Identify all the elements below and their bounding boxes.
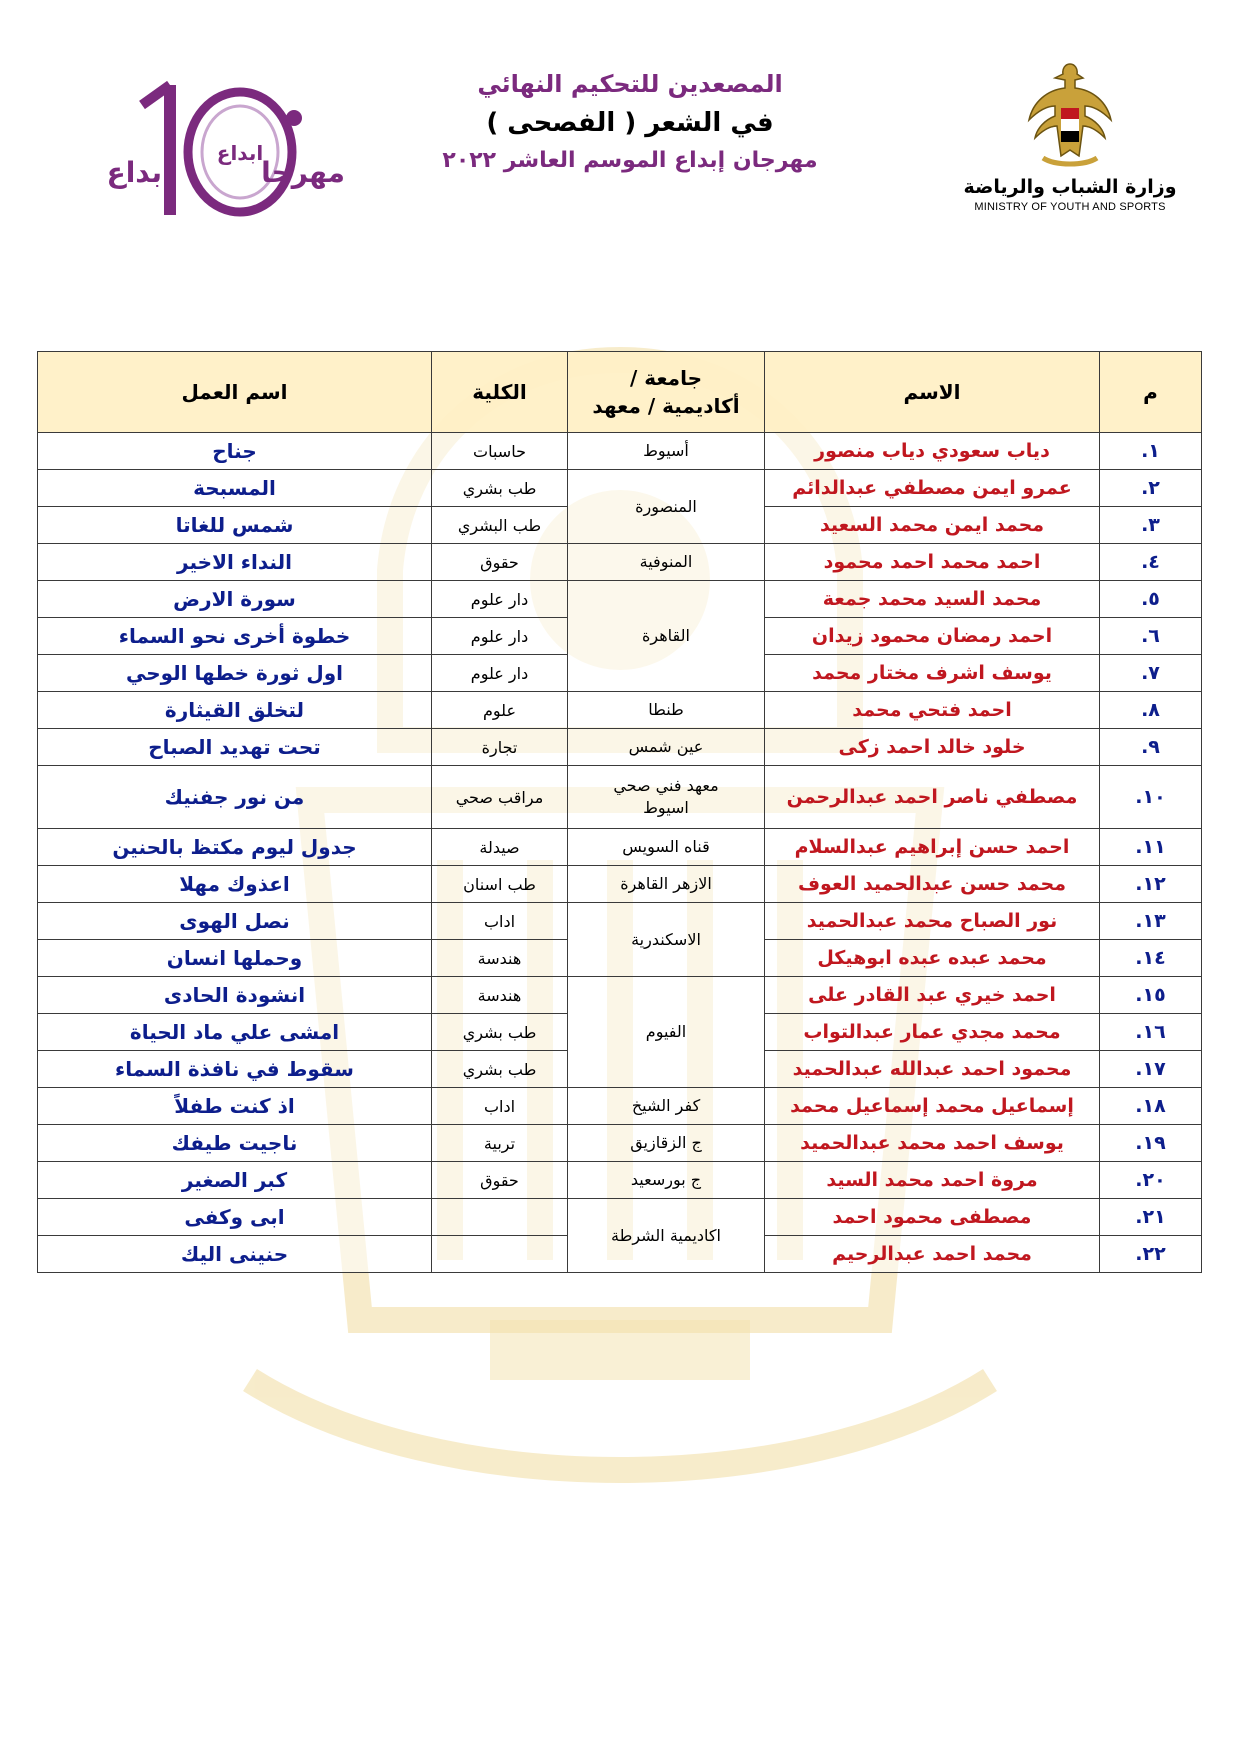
row-number: ١٨. [1100, 1088, 1202, 1125]
contestant-name: احمد رمضان محمود زيدان [765, 618, 1100, 655]
contestant-name: مروة احمد محمد السيد [765, 1162, 1100, 1199]
contestant-name: احمد خيري عبد القادر على [765, 977, 1100, 1014]
table-row [38, 1162, 1202, 1199]
university-cell: الازهر القاهرة [568, 866, 765, 903]
university-cell [568, 766, 765, 829]
logo-word-ibdaa: بداع [106, 156, 162, 189]
contestant-name: محمد احمد عبدالرحيم [765, 1236, 1100, 1273]
row-number: ١٥. [1100, 977, 1202, 1014]
row-number: ١٤. [1100, 940, 1202, 977]
contestant-name: احمد فتحي محمد [765, 692, 1100, 729]
university-cell: ج الزقازيق [568, 1125, 765, 1162]
table-row [38, 766, 1202, 829]
university-cell: طنطا [568, 692, 765, 729]
row-number: ٤. [1100, 544, 1202, 581]
row-number: ١١. [1100, 829, 1202, 866]
header-name: الاسم [765, 352, 1100, 433]
contestant-name: دياب سعودي دياب منصور [765, 433, 1100, 470]
work-title: النداء الاخير [38, 544, 432, 581]
row-number: ٢١. [1100, 1199, 1202, 1236]
table-row [38, 903, 1202, 940]
festival-logo [90, 70, 350, 220]
faculty-cell: علوم [432, 692, 568, 729]
faculty-cell: تجارة [432, 729, 568, 766]
header-faculty: الكلية [432, 352, 568, 433]
contestant-name: محمد ايمن محمد السعيد [765, 507, 1100, 544]
logo-word-mahrajan: مهرجا [261, 156, 345, 189]
header-number: م [1100, 352, 1202, 433]
contestant-name: مصطفى محمود احمد [765, 1199, 1100, 1236]
work-title: جدول ليوم مكتظ بالحنين [38, 829, 432, 866]
university-cell: عين شمس [568, 729, 765, 766]
faculty-cell: طب بشري [432, 1014, 568, 1051]
work-title: انشودة الحادى [38, 977, 432, 1014]
university-line1: معهد فني صحي [613, 776, 719, 796]
faculty-cell: طب بشري [432, 1051, 568, 1088]
header-university-line2: أكاديمية / معهد [592, 394, 740, 418]
faculty-cell: هندسة [432, 940, 568, 977]
faculty-cell: صيدلة [432, 829, 568, 866]
table-row [38, 977, 1202, 1014]
row-number: ١٣. [1100, 903, 1202, 940]
header-work-title: اسم العمل [38, 352, 432, 433]
faculty-cell [432, 1236, 568, 1273]
faculty-cell [432, 1199, 568, 1236]
document-titles [380, 70, 880, 173]
row-number: ١٢. [1100, 866, 1202, 903]
title-finalists: المصعدين للتحكيم النهائي [477, 70, 783, 98]
contestant-name: احمد محمد احمد محمود [765, 544, 1100, 581]
work-title: كبر الصغير [38, 1162, 432, 1199]
row-number: ١. [1100, 433, 1202, 470]
work-title: اول ثورة خطها الوحي [38, 655, 432, 692]
table-row [38, 1088, 1202, 1125]
work-title: وحملها انسان [38, 940, 432, 977]
ministry-name-ar: وزارة الشباب والرياضة [963, 176, 1177, 198]
university-cell: أسيوط [568, 433, 765, 470]
university-cell: الفيوم [568, 977, 765, 1088]
table-row [38, 829, 1202, 866]
faculty-cell: دار علوم [432, 618, 568, 655]
work-title: سورة الارض [38, 581, 432, 618]
contestant-name: محمد عبده عبده ابوهيكل [765, 940, 1100, 977]
contestant-name: محمود احمد عبدالله عبدالحميد [765, 1051, 1100, 1088]
contestant-name: محمد السيد محمد جمعة [765, 581, 1100, 618]
faculty-cell: هندسة [432, 977, 568, 1014]
faculty-cell: دار علوم [432, 581, 568, 618]
work-title: جناح [38, 433, 432, 470]
faculty-cell: اداب [432, 1088, 568, 1125]
table-row [38, 433, 1202, 470]
row-number: ١٧. [1100, 1051, 1202, 1088]
row-number: ١٦. [1100, 1014, 1202, 1051]
work-title: ناجيت طيفك [38, 1125, 432, 1162]
header-university [568, 352, 765, 433]
row-number: ٢٢. [1100, 1236, 1202, 1273]
work-title: نصل الهوى [38, 903, 432, 940]
university-cell: اكاديمية الشرطة [568, 1199, 765, 1273]
faculty-cell: اداب [432, 903, 568, 940]
row-number: ٢. [1100, 470, 1202, 507]
row-number: ١٠. [1100, 766, 1202, 829]
university-line2: اسيوط [643, 798, 689, 817]
university-cell: المنوفية [568, 544, 765, 581]
work-title: سقوط في نافذة السماء [38, 1051, 432, 1088]
contestant-name: يوسف احمد محمد عبدالحميد [765, 1125, 1100, 1162]
work-title: اذ كنت طفلاً [38, 1088, 432, 1125]
faculty-cell: طب اسنان [432, 866, 568, 903]
university-cell: ج بورسعيد [568, 1162, 765, 1199]
table-row [38, 1125, 1202, 1162]
row-number: ٣. [1100, 507, 1202, 544]
finalists-table [37, 351, 1202, 1273]
row-number: ١٩. [1100, 1125, 1202, 1162]
row-number: ٩. [1100, 729, 1202, 766]
university-cell: قناه السويس [568, 829, 765, 866]
table-row [38, 470, 1202, 507]
faculty-cell: مراقب صحي [432, 766, 568, 829]
document-header [0, 0, 1240, 240]
university-cell: الاسكندرية [568, 903, 765, 977]
table-row [38, 1199, 1202, 1236]
work-title: امشى علي ماد الحياة [38, 1014, 432, 1051]
work-title: خطوة أخرى نحو السماء [38, 618, 432, 655]
ministry-name-en: MINISTRY OF YOUTH AND SPORTS [974, 201, 1166, 213]
table-row [38, 729, 1202, 766]
faculty-cell: حقوق [432, 1162, 568, 1199]
work-title: تحت تهديد الصباح [38, 729, 432, 766]
contestant-name: محمد مجدي عمار عبدالتواب [765, 1014, 1100, 1051]
contestant-name: مصطفي ناصر احمد عبدالرحمن [765, 766, 1100, 829]
row-number: ٦. [1100, 618, 1202, 655]
contestant-name: يوسف اشرف مختار محمد [765, 655, 1100, 692]
university-cell: المنصورة [568, 470, 765, 544]
contestant-name: خلود خالد احمد زكى [765, 729, 1100, 766]
faculty-cell: طب البشري [432, 507, 568, 544]
work-title: شمس للغاتا [38, 507, 432, 544]
faculty-cell: دار علوم [432, 655, 568, 692]
contestant-name: إسماعيل محمد إسماعيل محمد [765, 1088, 1100, 1125]
work-title: المسبحة [38, 470, 432, 507]
table-header-row [38, 352, 1202, 433]
row-number: ٨. [1100, 692, 1202, 729]
faculty-cell: تربية [432, 1125, 568, 1162]
work-title: حنينى اليك [38, 1236, 432, 1273]
contestant-name: محمد حسن عبدالحميد العوف [765, 866, 1100, 903]
ministry-logo [950, 60, 1190, 213]
work-title: ابى وكفى [38, 1199, 432, 1236]
contestant-name: احمد حسن إبراهيم عبدالسلام [765, 829, 1100, 866]
university-cell: كفر الشيخ [568, 1088, 765, 1125]
title-festival: مهرجان إبداع الموسم العاشر ٢٠٢٢ [442, 148, 818, 173]
work-title: اعذوك مهلا [38, 866, 432, 903]
row-number: ٢٠. [1100, 1162, 1202, 1199]
table-row [38, 544, 1202, 581]
work-title: من نور جفنيك [38, 766, 432, 829]
table-row [38, 581, 1202, 618]
row-number: ٧. [1100, 655, 1202, 692]
row-number: ٥. [1100, 581, 1202, 618]
header-university-line1: جامعة / [630, 366, 702, 390]
faculty-cell: حقوق [432, 544, 568, 581]
title-category: في الشعر ( الفصحى ) [486, 108, 774, 138]
faculty-cell: حاسبات [432, 433, 568, 470]
contestant-name: نور الصباح محمد عبدالحميد [765, 903, 1100, 940]
contestant-name: عمرو ايمن مصطفي عبدالدائم [765, 470, 1100, 507]
university-cell: القاهرة [568, 581, 765, 692]
faculty-cell: طب بشري [432, 470, 568, 507]
eagle-icon [1025, 60, 1115, 170]
logo-inner-text: ابداع [216, 141, 264, 165]
table-row [38, 866, 1202, 903]
work-title: لتخلق القيثارة [38, 692, 432, 729]
table-row [38, 692, 1202, 729]
